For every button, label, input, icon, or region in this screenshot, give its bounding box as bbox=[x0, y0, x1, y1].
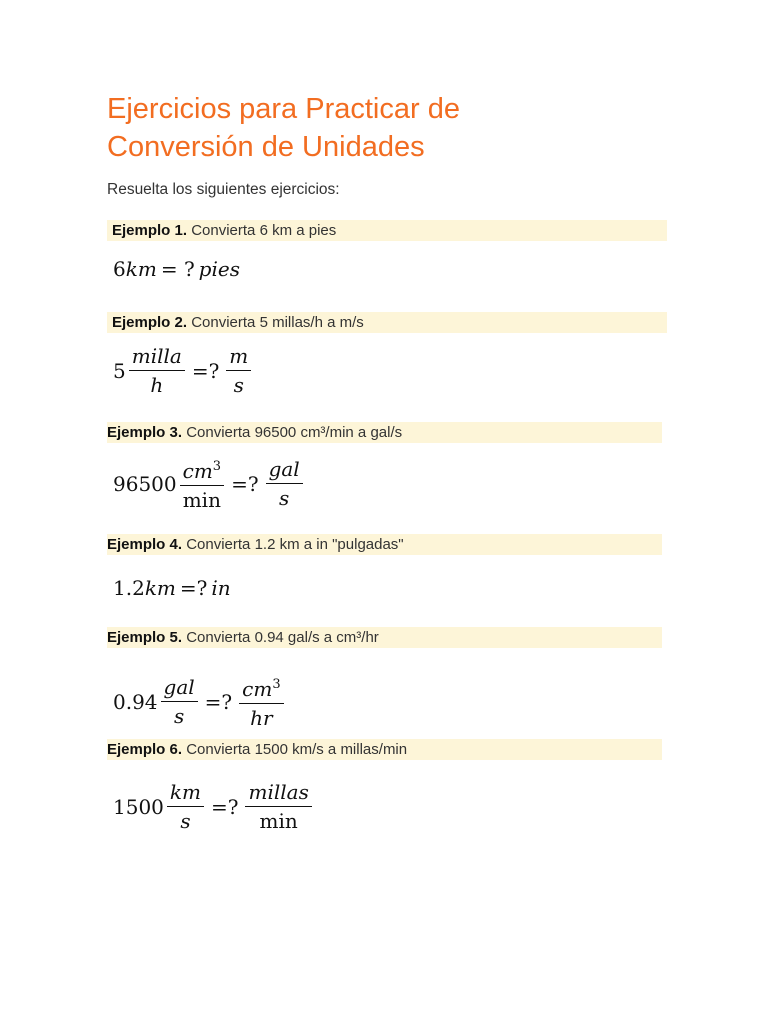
example-6-header bbox=[107, 739, 662, 760]
eq2-target-fraction bbox=[226, 344, 251, 397]
example-6-equation bbox=[113, 780, 315, 833]
eq5-fraction bbox=[161, 675, 198, 728]
eq1-equals: = ? bbox=[160, 257, 195, 281]
eq2-den: h bbox=[150, 373, 164, 397]
eq3-tnum: gal bbox=[266, 457, 303, 484]
example-5-label: Ejemplo 5. bbox=[107, 629, 183, 646]
example-5-equation bbox=[113, 673, 287, 730]
eq3-num bbox=[180, 455, 224, 486]
eq2-tnum: m bbox=[226, 344, 251, 371]
example-2-equation bbox=[113, 344, 254, 397]
eq1-value: 6 bbox=[113, 257, 126, 281]
eq5-tnum bbox=[239, 673, 283, 704]
eq3-equals: =? bbox=[231, 471, 259, 496]
example-4-equation bbox=[113, 576, 231, 600]
eq2-tden: s bbox=[233, 373, 244, 397]
eq3-num-unit: cm bbox=[182, 459, 213, 483]
eq5-tden: hr bbox=[250, 706, 273, 730]
eq3-tden: s bbox=[278, 486, 290, 510]
example-1-header bbox=[107, 220, 667, 241]
example-3-text: Convierta 96500 cm³/min a gal/s bbox=[182, 424, 403, 441]
example-4-label: Ejemplo 4. bbox=[107, 536, 183, 553]
eq1-unit: km bbox=[125, 257, 157, 281]
eq2-fraction bbox=[129, 344, 185, 397]
example-1-text: Convierta 6 km a pies bbox=[187, 222, 337, 239]
eq4-unit: km bbox=[144, 576, 176, 600]
eq5-tnum-unit: cm bbox=[242, 677, 273, 701]
example-5-text: Convierta 0.94 gal/s a cm³/hr bbox=[182, 629, 379, 646]
example-6-label: Ejemplo 6. bbox=[107, 741, 183, 758]
example-4-header bbox=[107, 534, 662, 555]
eq5-equals: =? bbox=[204, 689, 233, 714]
eq6-value: 1500 bbox=[113, 794, 164, 819]
eq6-num: km bbox=[167, 780, 204, 807]
eq5-num: gal bbox=[161, 675, 198, 702]
example-3-label: Ejemplo 3. bbox=[107, 424, 183, 441]
example-3-header bbox=[107, 422, 662, 443]
eq2-value: 5 bbox=[113, 358, 126, 383]
eq6-fraction bbox=[167, 780, 204, 833]
eq2-num: milla bbox=[129, 344, 185, 371]
example-6-text: Convierta 1500 km/s a millas/min bbox=[182, 741, 408, 758]
eq6-den: s bbox=[180, 809, 191, 833]
example-2-header bbox=[107, 312, 667, 333]
eq3-value: 96500 bbox=[113, 471, 177, 496]
example-2-label: Ejemplo 2. bbox=[112, 314, 188, 331]
eq3-fraction bbox=[180, 455, 224, 512]
eq5-target-fraction bbox=[239, 673, 283, 730]
eq3-num-exponent: 3 bbox=[212, 459, 222, 474]
eq3-den: min bbox=[182, 488, 221, 512]
eq3-target-fraction bbox=[266, 457, 303, 510]
example-1-equation bbox=[113, 257, 240, 281]
example-4-text: Convierta 1.2 km a in "pulgadas" bbox=[182, 536, 404, 553]
eq6-equals: =? bbox=[211, 794, 239, 819]
intro-text: Resuelta los siguientes ejercicios: bbox=[107, 181, 340, 198]
eq5-den: s bbox=[173, 704, 185, 728]
eq5-tnum-exponent: 3 bbox=[272, 677, 281, 692]
eq5-value: 0.94 bbox=[113, 689, 158, 714]
eq6-target-fraction bbox=[245, 780, 311, 833]
example-2-text: Convierta 5 millas/h a m/s bbox=[187, 314, 364, 331]
example-5-header bbox=[107, 627, 662, 648]
eq6-tden: min bbox=[259, 809, 298, 833]
eq1-target: pies bbox=[198, 257, 240, 281]
eq4-equals: =? bbox=[179, 576, 208, 600]
page-title bbox=[107, 90, 662, 166]
eq4-value: 1.2 bbox=[113, 576, 145, 600]
title-line-1: Ejercicios para Practicar de bbox=[107, 93, 460, 125]
title-line-2: Conversión de Unidades bbox=[107, 131, 425, 163]
example-3-equation bbox=[113, 455, 306, 512]
eq6-tnum: millas bbox=[245, 780, 311, 807]
eq4-target: in bbox=[211, 576, 231, 600]
example-1-label: Ejemplo 1. bbox=[112, 222, 188, 239]
eq2-equals: =? bbox=[191, 358, 220, 383]
